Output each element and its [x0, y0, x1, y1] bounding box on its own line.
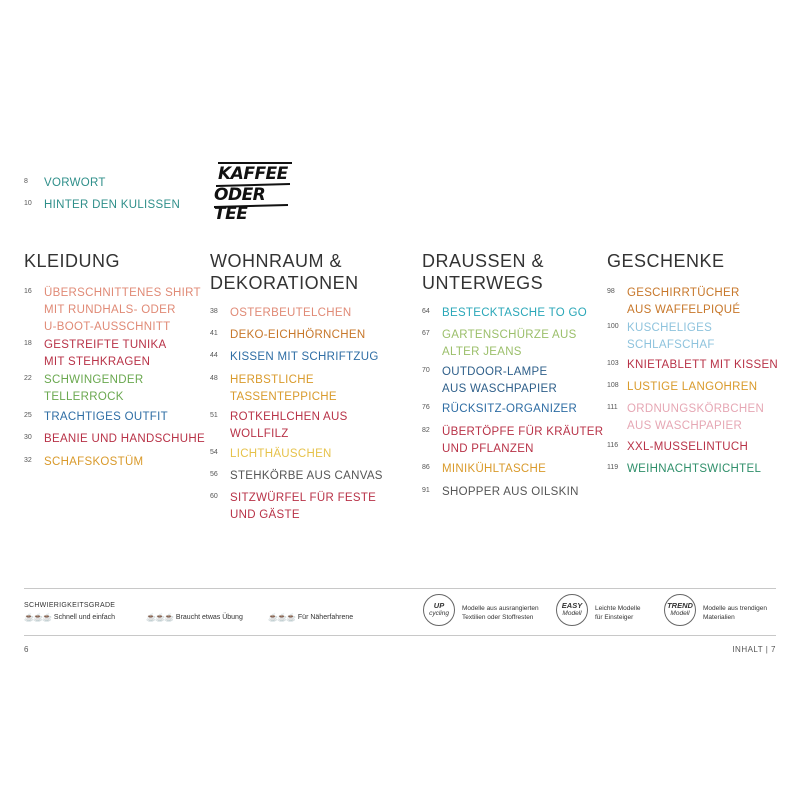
- difficulty-legend-label: SCHWIERIGKEITSGRADE: [24, 602, 116, 609]
- page-number: 116: [607, 442, 619, 449]
- page-number: 60: [210, 493, 218, 500]
- toc-entry[interactable]: [24, 454, 143, 471]
- cup-icons: ☕☕☕: [24, 613, 51, 622]
- page-number: 70: [422, 367, 430, 374]
- entry-title: VORWORT: [44, 177, 106, 189]
- entry-title: SITZWÜRFEL FÜR FESTE UND GÄSTE: [230, 492, 377, 521]
- toc-entry[interactable]: [210, 468, 383, 485]
- entry-title: SCHAFSKOSTÜM: [44, 456, 144, 468]
- page-number-right: INHALT | 7: [732, 645, 776, 654]
- toc-entry[interactable]: [24, 337, 166, 371]
- easy-model-badge-icon: EASY Modell: [556, 594, 588, 626]
- entry-title: WEIHNACHTSWICHTEL: [627, 463, 762, 475]
- page-number: 100: [607, 323, 619, 330]
- toc-entry[interactable]: [607, 357, 778, 374]
- logo-line-1: KAFFEE: [218, 164, 288, 184]
- page-number: 25: [24, 412, 32, 419]
- toc-entry[interactable]: [422, 327, 577, 361]
- toc-entry[interactable]: [607, 285, 740, 319]
- entry-title: BEANIE UND HANDSCHUHE: [44, 433, 205, 445]
- difficulty-level-hard: [268, 613, 353, 622]
- entry-title: ÜBERTÖPFE FÜR KRÄUTER UND PFLANZEN: [442, 426, 604, 455]
- page-number: 91: [422, 487, 430, 494]
- upcycling-badge-icon: UP cycling: [423, 594, 455, 626]
- entry-title: SHOPPER AUS OILSKIN: [442, 486, 579, 498]
- page-number: 32: [24, 457, 32, 464]
- entry-title: TRACHTIGES OUTFIT: [44, 411, 168, 423]
- toc-entry[interactable]: [210, 409, 348, 443]
- toc-entry[interactable]: [422, 364, 557, 398]
- section-heading-geschenke: GESCHENKE: [607, 251, 725, 271]
- page-number: 22: [24, 375, 32, 382]
- entry-title: RÜCKSITZ-ORGANIZER: [442, 403, 578, 415]
- page-number: 67: [422, 330, 430, 337]
- difficulty-text: Für Näherfahrene: [297, 614, 354, 621]
- entry-title: HERBSTLICHE TASSENTEPPICHE: [230, 374, 337, 403]
- toc-entry[interactable]: [422, 484, 579, 501]
- trend-model-badge-text: Modelle aus trendigen Materialien: [703, 605, 767, 621]
- trend-model-badge-icon: TREND Modell: [664, 594, 696, 626]
- toc-entry[interactable]: [607, 461, 761, 478]
- entry-title: STEHKÖRBE AUS CANVAS: [230, 470, 383, 482]
- entry-title: HINTER DEN KULISSEN: [44, 199, 181, 211]
- page-number: 98: [607, 288, 615, 295]
- toc-entry[interactable]: [422, 461, 546, 478]
- toc-entry[interactable]: [210, 327, 365, 344]
- entry-title: LUSTIGE LANGOHREN: [627, 381, 758, 393]
- logo-line-2: ODER TEE: [214, 185, 266, 224]
- entry-title: XXL-MUSSELINTUCH: [627, 441, 749, 453]
- entry-title: ROTKEHLCHEN AUS WOLLFILZ: [230, 411, 348, 440]
- toc-entry[interactable]: [210, 490, 376, 524]
- page-number: 30: [24, 434, 32, 441]
- entry-title: KISSEN MIT SCHRIFTZUG: [230, 351, 379, 363]
- toc-entry[interactable]: [422, 305, 587, 322]
- page-number: 86: [422, 464, 430, 471]
- toc-entry-vorwort[interactable]: [24, 175, 106, 192]
- toc-entry[interactable]: [422, 424, 603, 458]
- entry-title: GESCHIRRTÜCHER AUS WAFFELPIQUÉ: [627, 287, 741, 316]
- toc-entry[interactable]: [607, 320, 715, 354]
- page-number-left: 6: [24, 645, 29, 654]
- entry-title: MINIKÜHLTASCHE: [442, 463, 547, 475]
- page-number: 8: [24, 178, 28, 185]
- toc-entry[interactable]: [607, 439, 748, 456]
- cup-icons: ☕☕☕: [268, 613, 295, 622]
- entry-title: ÜBERSCHNITTENES SHIRT MIT RUNDHALS- ODER U-BOOT-AUSSCHNITT: [44, 287, 201, 333]
- section-heading-wohnraum: WOHNRAUM & DEKORATIONEN: [210, 251, 359, 293]
- difficulty-level-easy: [24, 613, 115, 622]
- page-number: 51: [210, 412, 218, 419]
- page-number: 108: [607, 382, 619, 389]
- entry-title: BESTECKTASCHE TO GO: [442, 307, 588, 319]
- toc-entry[interactable]: [210, 305, 351, 322]
- toc-entry[interactable]: [24, 409, 168, 426]
- page-number: 82: [422, 427, 430, 434]
- toc-entry[interactable]: [607, 401, 764, 435]
- page-number: 18: [24, 340, 32, 347]
- page-number: 76: [422, 404, 430, 411]
- toc-entry[interactable]: [210, 446, 332, 463]
- entry-title: OUTDOOR-LAMPE AUS WASCHPAPIER: [442, 366, 558, 395]
- entry-title: KUSCHELIGES SCHLAFSCHAF: [627, 322, 715, 351]
- entry-title: GESTREIFTE TUNIKA MIT STEHKRAGEN: [44, 339, 167, 368]
- entry-title: GARTENSCHÜRZE AUS ALTER JEANS: [442, 329, 577, 358]
- entry-title: KNIETABLETT MIT KISSEN: [627, 359, 779, 371]
- page-number: 48: [210, 375, 218, 382]
- page-number: 103: [607, 360, 619, 367]
- difficulty-text: Schnell und einfach: [53, 614, 116, 621]
- toc-entry[interactable]: [24, 285, 201, 336]
- easy-model-badge-text: Leichte Modelle für Einsteiger: [595, 605, 641, 621]
- page-number: 10: [24, 200, 32, 207]
- toc-entry[interactable]: [24, 431, 205, 448]
- page-number: 119: [607, 464, 619, 471]
- toc-entry[interactable]: [422, 401, 577, 418]
- entry-title: OSTERBEUTELCHEN: [230, 307, 352, 319]
- entry-title: LICHTHÄUSCHEN: [230, 448, 332, 460]
- legend-bottom-rule: [24, 635, 776, 636]
- toc-entry[interactable]: [210, 372, 337, 406]
- page-number: 56: [210, 471, 218, 478]
- section-heading-draussen: DRAUSSEN & UNTERWEGS: [422, 251, 545, 293]
- page-number: 44: [210, 352, 218, 359]
- toc-entry[interactable]: [24, 372, 143, 406]
- toc-entry-hinter-den-kulissen[interactable]: [24, 197, 180, 214]
- page-number: 64: [422, 308, 430, 315]
- difficulty-text: Braucht etwas Übung: [175, 614, 243, 621]
- difficulty-level-medium: [146, 613, 243, 622]
- upcycling-badge-text: Modelle aus ausrangierten Textilien oder Stoffresten: [462, 605, 539, 621]
- cup-icons: ☕☕☕: [146, 613, 173, 622]
- legend-top-rule: [24, 588, 776, 589]
- entry-title: DEKO-EICHHÖRNCHEN: [230, 329, 366, 341]
- page-number: 111: [607, 404, 618, 411]
- page-number: 16: [24, 288, 32, 295]
- entry-title: SCHWINGENDER TELLERROCK: [44, 374, 144, 403]
- page-number: 54: [210, 449, 218, 456]
- page-number: 38: [210, 308, 218, 315]
- toc-entry[interactable]: [607, 379, 757, 396]
- entry-title: ORDNUNGSKÖRBCHEN AUS WASCHPAPIER: [627, 403, 765, 432]
- section-heading-kleidung: KLEIDUNG: [24, 251, 121, 271]
- kaffee-oder-tee-logo: [212, 160, 296, 224]
- toc-entry[interactable]: [210, 349, 379, 366]
- page-number: 41: [210, 330, 218, 337]
